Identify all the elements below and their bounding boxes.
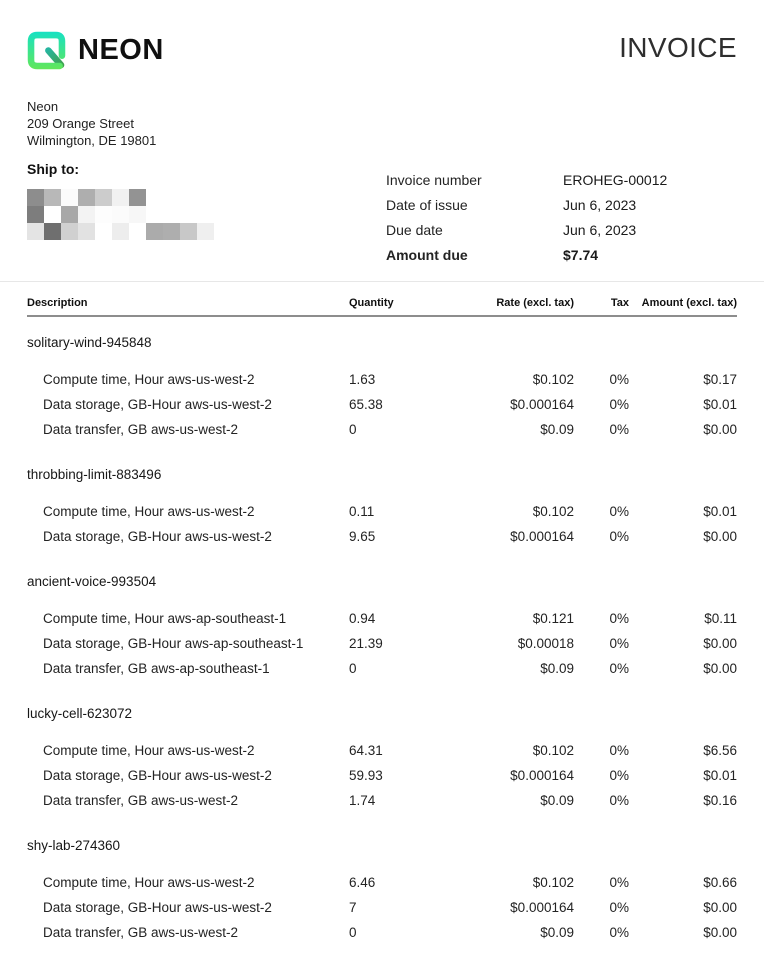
company-city: Wilmington, DE 19801 <box>27 133 157 148</box>
table-cell: Data storage, GB-Hour aws-us-west-2 <box>43 529 272 544</box>
table-cell: 0% <box>609 397 629 412</box>
table-cell: $0.102 <box>532 875 574 890</box>
table-cell: 0% <box>609 875 629 890</box>
table-cell: $0.121 <box>532 611 574 626</box>
table-cell: Compute time, Hour aws-us-west-2 <box>43 504 255 519</box>
table-cell: 64.31 <box>349 743 383 758</box>
meta-value: Jun 6, 2023 <box>563 222 637 238</box>
redaction-pixel <box>78 223 95 240</box>
redaction-pixel <box>146 206 163 223</box>
table-cell: 7 <box>349 900 357 915</box>
meta-label: Invoice number <box>386 172 482 188</box>
table-cell: $0.09 <box>540 925 574 940</box>
table-cell: $0.00 <box>703 529 737 544</box>
meta-row <box>386 222 737 238</box>
table-cell: $0.66 <box>703 875 737 890</box>
redaction-pixel <box>112 189 129 206</box>
table-row <box>27 637 737 651</box>
line-item-groups <box>27 316 737 951</box>
table-cell: 0% <box>609 793 629 808</box>
project-group <box>27 468 737 544</box>
table-cell: $0.00018 <box>517 636 574 651</box>
table-row <box>27 926 737 940</box>
table-cell: 0% <box>609 925 629 940</box>
table-row <box>27 423 737 437</box>
table-cell: 0 <box>349 422 357 437</box>
redaction-pixel <box>78 189 95 206</box>
column-header: Description <box>27 297 88 309</box>
meta-value: $7.74 <box>563 247 599 263</box>
table-cell: $0.01 <box>703 397 737 412</box>
redaction-pixel <box>95 223 112 240</box>
table-cell: Data storage, GB-Hour aws-us-west-2 <box>43 397 272 412</box>
column-header: Quantity <box>349 297 394 309</box>
ship-to-label: Ship to: <box>27 161 80 177</box>
project-name: throbbing-limit-883496 <box>27 467 162 482</box>
meta-value: EROHEG-00012 <box>563 172 668 188</box>
invoice-meta <box>386 172 737 272</box>
table-cell: $0.102 <box>532 504 574 519</box>
redaction-pixel <box>163 223 180 240</box>
table-cell: $0.00 <box>703 925 737 940</box>
table-cell: 0% <box>609 422 629 437</box>
redacted-ship-to-address <box>27 189 214 240</box>
company-name: Neon <box>27 99 59 114</box>
company-address <box>27 98 156 149</box>
table-cell: $0.16 <box>703 793 737 808</box>
redaction-pixel <box>129 223 146 240</box>
table-row <box>27 876 737 890</box>
table-cell: Data storage, GB-Hour aws-ap-southeast-1 <box>43 636 304 651</box>
table-cell: 0 <box>349 661 357 676</box>
table-cell: 6.46 <box>349 875 376 890</box>
table-cell: Data transfer, GB aws-ap-southeast-1 <box>43 661 270 676</box>
redaction-pixel <box>163 189 180 206</box>
table-cell: 0.94 <box>349 611 376 626</box>
company-street: 209 Orange Street <box>27 116 134 131</box>
project-group <box>27 707 737 808</box>
table-row <box>27 505 737 519</box>
project-group <box>27 336 737 437</box>
redaction-pixel <box>197 223 214 240</box>
table-header-row <box>27 297 737 309</box>
table-cell: $0.000164 <box>510 900 574 915</box>
table-row <box>27 662 737 676</box>
redaction-pixel <box>180 189 197 206</box>
table-cell: $0.01 <box>703 504 737 519</box>
column-header: Rate (excl. tax) <box>496 297 574 309</box>
table-cell: Data transfer, GB aws-us-west-2 <box>43 793 239 808</box>
table-row <box>27 530 737 544</box>
project-name: lucky-cell-623072 <box>27 706 133 721</box>
table-row <box>27 794 737 808</box>
table-cell: 21.39 <box>349 636 383 651</box>
project-group <box>27 575 737 676</box>
table-row <box>27 612 737 626</box>
redaction-pixel <box>129 189 146 206</box>
invoice-title: INVOICE <box>619 32 737 63</box>
redaction-pixel <box>27 223 44 240</box>
table-cell: $0.00 <box>703 900 737 915</box>
table-row <box>27 901 737 915</box>
table-cell: $0.000164 <box>510 529 574 544</box>
redaction-pixel <box>180 223 197 240</box>
table-cell: 0% <box>609 372 629 387</box>
redaction-pixel <box>61 206 78 223</box>
table-cell: Compute time, Hour aws-ap-southeast-1 <box>43 611 287 626</box>
table-cell: 0.11 <box>349 504 375 519</box>
redaction-pixel <box>129 206 146 223</box>
redaction-pixel <box>180 206 197 223</box>
meta-value: Jun 6, 2023 <box>563 197 637 213</box>
column-header: Amount (excl. tax) <box>641 297 737 309</box>
redaction-pixel <box>146 223 163 240</box>
table-cell: $0.102 <box>532 372 574 387</box>
table-cell: 1.63 <box>349 372 376 387</box>
table-row <box>27 373 737 387</box>
table-cell: 0% <box>609 529 629 544</box>
redaction-pixel <box>44 223 61 240</box>
table-cell: $6.56 <box>703 743 737 758</box>
table-cell: $0.01 <box>703 768 737 783</box>
table-cell: 0% <box>609 504 629 519</box>
project-group <box>27 839 737 940</box>
redaction-pixel <box>44 189 61 206</box>
meta-label: Date of issue <box>386 197 468 213</box>
table-cell: $0.000164 <box>510 768 574 783</box>
table-cell: 1.74 <box>349 793 376 808</box>
table-cell: 9.65 <box>349 529 376 544</box>
meta-row <box>386 172 737 188</box>
table-cell: Compute time, Hour aws-us-west-2 <box>43 372 255 387</box>
table-row <box>27 744 737 758</box>
section-divider <box>0 281 764 282</box>
table-row <box>27 398 737 412</box>
table-cell: Compute time, Hour aws-us-west-2 <box>43 743 255 758</box>
redaction-pixel <box>61 223 78 240</box>
table-cell: 0% <box>609 900 629 915</box>
table-cell: $0.102 <box>532 743 574 758</box>
table-cell: $0.11 <box>704 611 737 626</box>
meta-row <box>386 247 737 263</box>
redaction-pixel <box>197 189 214 206</box>
table-cell: 0% <box>609 611 629 626</box>
meta-row <box>386 197 737 213</box>
project-name: shy-lab-274360 <box>27 838 121 853</box>
table-cell: 0% <box>609 768 629 783</box>
redaction-pixel <box>61 189 78 206</box>
project-name: solitary-wind-945848 <box>27 335 152 350</box>
project-name: ancient-voice-993504 <box>27 574 157 589</box>
redaction-pixel <box>163 206 180 223</box>
redaction-pixel <box>27 206 44 223</box>
table-cell: $0.00 <box>703 422 737 437</box>
meta-label: Due date <box>386 222 443 238</box>
redaction-pixel <box>112 223 129 240</box>
table-cell: Data transfer, GB aws-us-west-2 <box>43 925 239 940</box>
column-header: Tax <box>610 297 629 309</box>
redaction-pixel <box>112 206 129 223</box>
meta-label: Amount due <box>386 247 468 263</box>
table-cell: $0.00 <box>703 636 737 651</box>
redaction-pixel <box>95 206 112 223</box>
table-cell: $0.09 <box>540 661 574 676</box>
redaction-pixel <box>197 206 214 223</box>
redaction-pixel <box>78 206 95 223</box>
redaction-pixel <box>95 189 112 206</box>
table-cell: Data storage, GB-Hour aws-us-west-2 <box>43 768 272 783</box>
table-cell: Data transfer, GB aws-us-west-2 <box>43 422 239 437</box>
table-cell: 0% <box>609 636 629 651</box>
table-row <box>27 769 737 783</box>
table-cell: $0.17 <box>703 372 737 387</box>
brand <box>24 28 164 73</box>
brand-wordmark: NEON <box>78 34 164 66</box>
redaction-pixel <box>27 189 44 206</box>
table-cell: Data storage, GB-Hour aws-us-west-2 <box>43 900 272 915</box>
table-cell: 59.93 <box>349 768 383 783</box>
redaction-pixel <box>44 206 61 223</box>
table-cell: 0% <box>609 743 629 758</box>
table-cell: 65.38 <box>349 397 383 412</box>
table-cell: Compute time, Hour aws-us-west-2 <box>43 875 255 890</box>
table-cell: $0.00 <box>703 661 737 676</box>
neon-logo-icon <box>24 28 69 73</box>
table-cell: $0.09 <box>540 422 574 437</box>
table-cell: 0% <box>609 661 629 676</box>
table-cell: 0 <box>349 925 357 940</box>
table-cell: $0.000164 <box>510 397 574 412</box>
table-cell: $0.09 <box>540 793 574 808</box>
redaction-pixel <box>146 189 163 206</box>
